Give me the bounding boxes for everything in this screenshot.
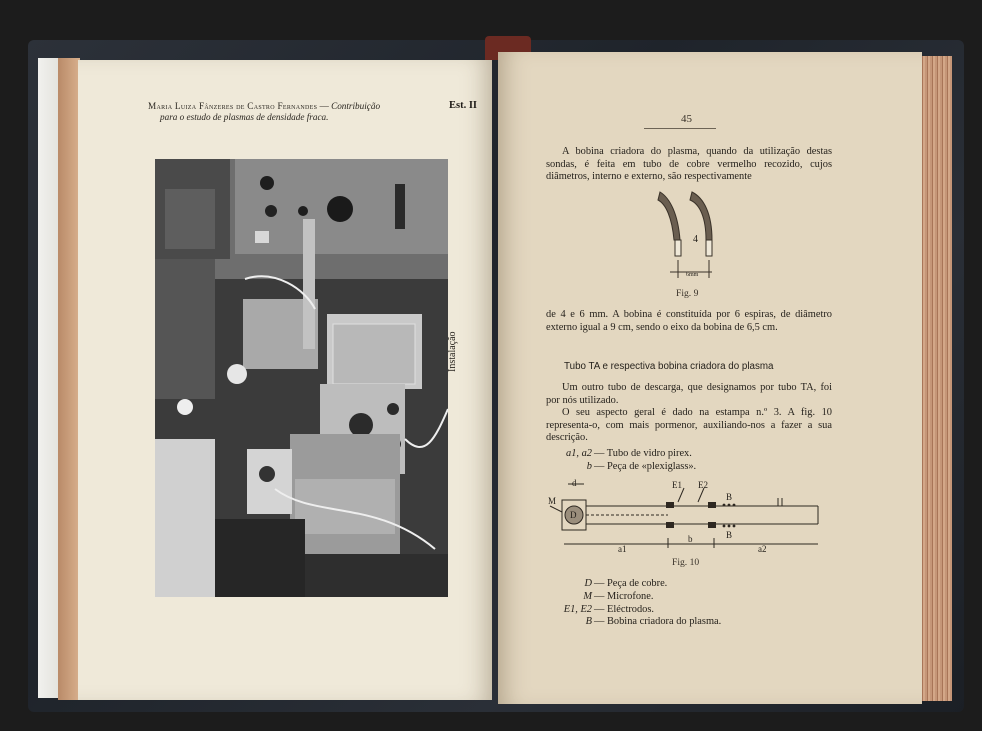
page-number: 45: [681, 113, 692, 125]
legend-value: — Peça de «plexiglass».: [594, 460, 697, 472]
paragraph-2: [546, 309, 832, 334]
legend-key: b: [586, 460, 592, 472]
paragraph-2-text: de 4 e 6 mm. A bobina é constituída por 6 espiras, de diâmetro externo igual a 9 cm, sendo o eixo da bobina de 6,5 cm.: [546, 309, 832, 333]
paragraph-3-text: Um outro tubo de descarga, que designamos por tubo TA, foi por nós utilizado.: [546, 382, 832, 406]
plate-label: Est. II: [449, 100, 478, 111]
legend-value: — Eléctrodos.: [594, 603, 655, 615]
legend-bottom: [562, 578, 782, 629]
legend-bottom-row: [562, 591, 782, 604]
legend-bottom-row: [562, 604, 782, 617]
header-title-1: Contribuição: [331, 101, 381, 111]
page-number-rule: [644, 128, 716, 129]
fig10-label-B-bottom: B: [726, 530, 733, 540]
paragraph-4-text: O seu aspecto geral é dado na estampa n.º 3. A fig. 10 representa-o, com mais pormenor, auxiliando-nos a fazer a sua descrição.: [546, 407, 832, 443]
header-author: Maria Luiza Fânzeres de Castro Fernandes: [148, 101, 318, 111]
legend-key: E1, E2: [563, 603, 592, 615]
fig10-label-a2: a2: [758, 544, 767, 554]
legend-bottom-row: [562, 578, 782, 591]
legend-value: — Bobina criadora do plasma.: [594, 616, 722, 628]
legend-key: D: [584, 578, 592, 589]
legend-value: — Peça de cobre.: [594, 578, 668, 589]
section-title: Tubo TA e respectiva bobina criadora do plasma: [564, 361, 774, 372]
fig10-label-E1: E1: [672, 480, 682, 490]
figure-9-coil-tubes: [656, 188, 716, 280]
legend-top-row: [562, 448, 762, 461]
legend-key: a1, a2: [566, 448, 592, 459]
legend-value: — Microfone.: [594, 590, 654, 602]
fig10-label-M: M: [548, 496, 557, 506]
left-red-edge: [58, 58, 80, 700]
fig9-label-bottom: 6mm: [686, 272, 699, 278]
fig10-label-E2: E2: [698, 480, 708, 490]
paragraph-1-text: A bobina criadora do plasma, quando da utilização destas sondas, é feita em tubo de cobre vermelho recozido, cujos diâmetros, interno e externo, são respectivamente: [546, 146, 832, 182]
fig10-label-D: D: [570, 510, 577, 520]
header-title-2: para o estudo de plasmas de densidade fraca.: [160, 112, 329, 122]
laboratory-photo: [155, 159, 448, 597]
photo-caption: Instalação: [447, 331, 458, 372]
running-header: Maria Luiza Fânzeres de Castro Fernandes — Contribuição: [148, 101, 381, 111]
fig10-caption: Fig. 10: [672, 557, 700, 568]
paragraph-1: [546, 146, 832, 184]
legend-top: [562, 448, 762, 474]
legend-top-row: [562, 461, 762, 474]
fig10-label-d: d: [572, 478, 577, 488]
fig10-label-a1: a1: [618, 544, 627, 554]
fig10-label-b: b: [688, 534, 693, 544]
right-page-edges: [920, 56, 952, 701]
paragraph-3: [546, 382, 832, 445]
fig9-label-top: 4: [693, 234, 698, 245]
legend-key: B: [585, 616, 592, 628]
left-page-stack: [38, 58, 60, 698]
fig10-label-B-top: B: [726, 492, 733, 502]
legend-key: M: [583, 590, 592, 602]
legend-value: — Tubo de vidro pirex.: [594, 448, 692, 459]
legend-bottom-row: [562, 616, 782, 629]
figure-10-discharge-tube: [548, 478, 826, 554]
fig9-caption: Fig. 9: [676, 288, 699, 299]
